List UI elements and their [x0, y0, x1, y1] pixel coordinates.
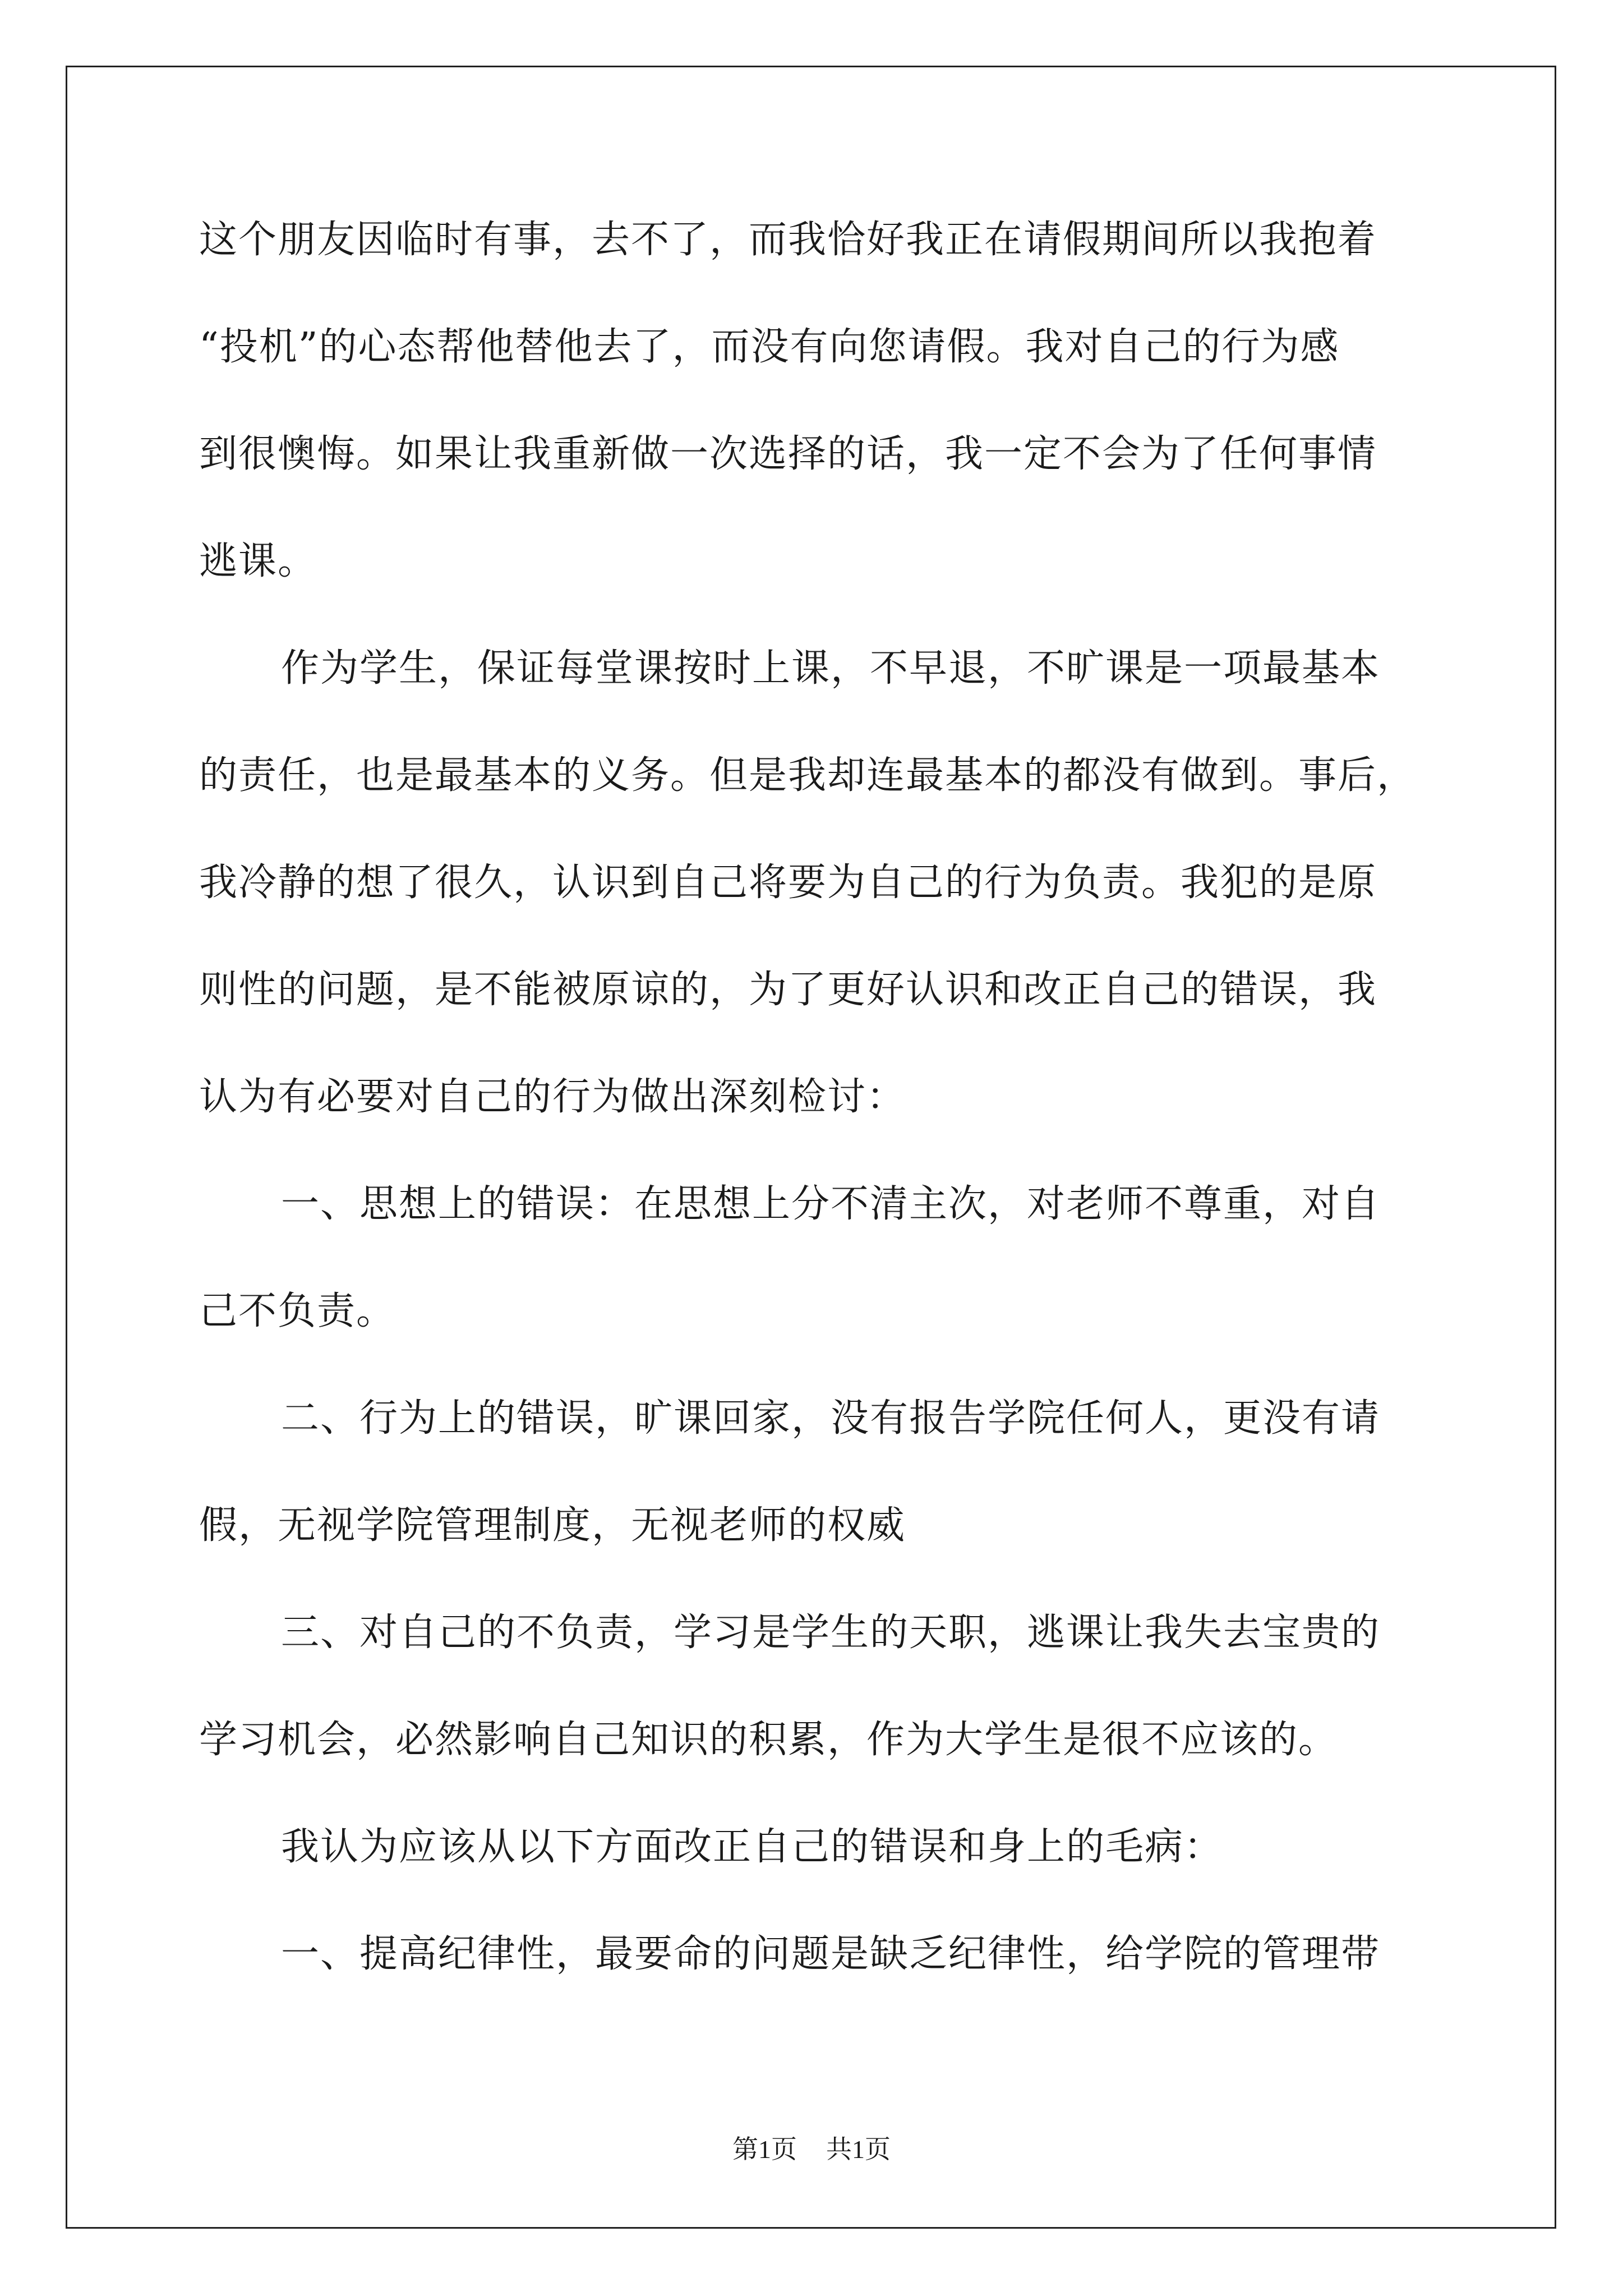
text-line: 假，无视学院管理制度，无视老师的权威	[199, 1503, 906, 1548]
paragraph-7	[199, 1927, 1427, 1981]
paragraph-2	[199, 642, 1427, 1124]
text-line: “投机”的心态帮他替他去了，而没有向您请假。我对自己的行为感	[199, 325, 1340, 369]
page-number: 第1页	[732, 2135, 797, 2164]
paragraph-6	[199, 1820, 1427, 1874]
text-line: 则性的问题，是不能被原谅的，为了更好认识和改正自己的错误，我	[199, 968, 1377, 1012]
text-line: 三、对自己的不负责，学习是学生的天职，逃课让我失去宝贵的	[281, 1611, 1381, 1655]
text-line: 己不负责。	[199, 1289, 396, 1333]
paragraph-5	[199, 1606, 1427, 1767]
text-line: 一、提高纪律性，最要命的问题是缺乏纪律性，给学院的管理带	[281, 1932, 1381, 1976]
text-line: 学习机会，必然影响自己知识的积累，作为大学生是很不应该的。	[199, 1718, 1338, 1762]
text-line: 这个朋友因临时有事，去不了，而我恰好我正在请假期间所以我抱着	[199, 218, 1377, 262]
text-line: 认为有必要对自己的行为做出深刻检讨：	[199, 1075, 906, 1119]
text-line: 一、思想上的错误：在思想上分不清主次，对老师不尊重，对自	[281, 1182, 1381, 1226]
text-line: 二、行为上的错误，旷课回家，没有报告学院任何人，更没有请	[281, 1396, 1381, 1441]
paragraph-1	[199, 213, 1427, 588]
page-total: 共1页	[826, 2135, 891, 2164]
text-line: 到很懊悔。如果让我重新做一次选择的话，我一定不会为了任何事情	[199, 432, 1377, 476]
page-footer	[0, 2129, 1623, 2166]
text-line: 作为学生，保证每堂课按时上课，不早退，不旷课是一项最基本	[281, 646, 1381, 691]
paragraph-3	[199, 1177, 1427, 1338]
text-line: 我认为应该从以下方面改正自己的错误和身上的毛病：	[281, 1825, 1224, 1869]
paragraph-4	[199, 1392, 1427, 1553]
text-line: 我冷静的想了很久，认识到自己将要为自己的行为负责。我犯的是原	[199, 861, 1377, 905]
text-line: 的责任，也是最基本的义务。但是我却连最基本的都没有做到。事后，	[199, 753, 1417, 798]
document-body	[199, 213, 1427, 1981]
text-line: 逃课。	[199, 539, 317, 583]
